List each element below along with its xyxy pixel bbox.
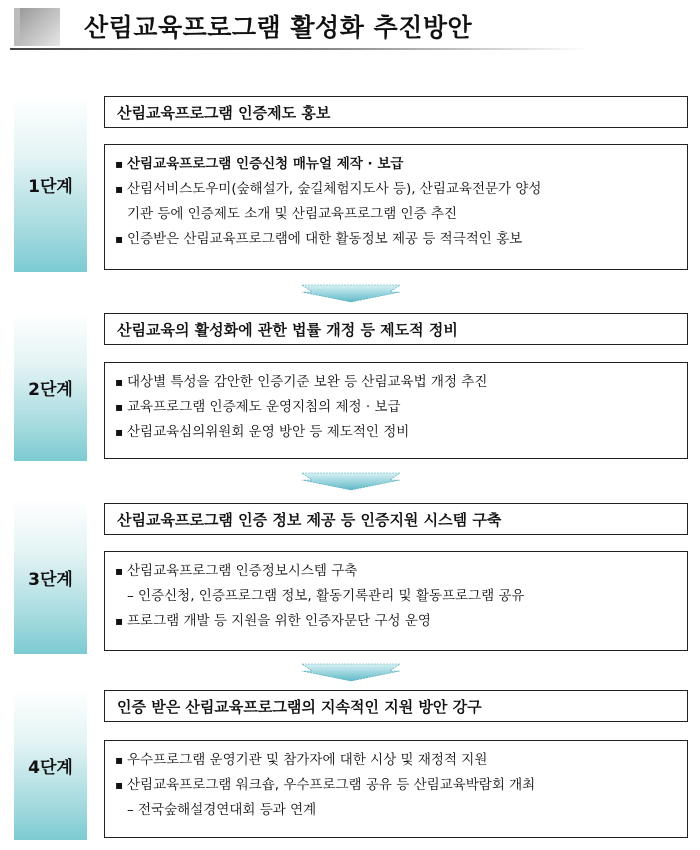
detail-text: 프로그램 개발 등 지원을 위한 인증자문단 구성 운영 (127, 613, 431, 629)
detail-line (115, 177, 677, 202)
square-bullet-icon: ▪ (115, 425, 124, 439)
detail-text: 기관 등에 인증제도 소개 및 산림교육프로그램 인증 추진 (127, 206, 457, 222)
square-bullet-icon: ▪ (115, 753, 124, 767)
stage-heading-3: 산림교육프로그램 인증 정보 제공 등 인증지원 시스템 구축 (104, 503, 688, 535)
square-bullet-icon: ▪ (115, 614, 124, 628)
detail-text: 대상별 특성을 감안한 인증기준 보완 등 산림교육법 개정 추진 (127, 374, 488, 390)
square-bullet-icon: ▪ (115, 375, 124, 389)
stage-detail-box-4 (104, 740, 688, 838)
down-arrow-icon (298, 283, 404, 303)
title-underline (10, 48, 590, 50)
detail-text: 인증받은 산림교육프로그램에 대한 활동정보 제공 등 적극적인 홍보 (127, 231, 523, 247)
detail-line (115, 202, 677, 227)
detail-line (115, 559, 677, 584)
detail-line (115, 798, 677, 823)
detail-text: 산림교육프로그램 인증정보시스템 구축 (127, 563, 358, 579)
down-arrow-icon (298, 471, 404, 491)
detail-text: 교육프로그램 인증제도 운영지침의 제정 · 보급 (127, 399, 401, 415)
detail-text: 산림교육프로그램 워크숍, 우수프로그램 공유 등 산림교육박람회 개최 (127, 777, 536, 793)
stage-heading-1: 산림교육프로그램 인증제도 홍보 (104, 96, 688, 128)
page-title: 산림교육프로그램 활성화 추진방안 (84, 13, 473, 42)
detail-line (115, 609, 677, 634)
detail-line (115, 227, 677, 252)
title-square-icon (20, 8, 60, 46)
detail-text: 산림서비스도우미(숲해설가, 숲길체험지도사 등), 산림교육전문가 양성 (127, 181, 542, 197)
stage-detail-box-3 (104, 551, 688, 651)
detail-text: 산림교육프로그램 인증신청 매뉴얼 제작 · 보급 (127, 156, 404, 172)
detail-line (115, 370, 677, 395)
page-header (10, 6, 570, 48)
detail-line (115, 773, 677, 798)
detail-text: 우수프로그램 운영기관 및 참가자에 대한 시상 및 재정적 지원 (127, 752, 488, 768)
detail-line (115, 420, 677, 445)
detail-line (115, 152, 677, 177)
stage-label-3: 3단계 (14, 500, 87, 654)
stage-detail-box-2 (104, 362, 688, 459)
detail-line (115, 395, 677, 420)
stage-label-1: 1단계 (14, 96, 87, 272)
square-bullet-icon: ▪ (115, 400, 124, 414)
detail-line (115, 748, 677, 773)
square-bullet-icon: ▪ (115, 778, 124, 792)
detail-line (115, 584, 677, 609)
detail-text: – 전국숲해설경연대회 등과 연계 (127, 802, 317, 818)
stage-heading-2: 산림교육의 활성화에 관한 법률 개정 등 제도적 정비 (104, 313, 688, 345)
detail-text: – 인증신청, 인증프로그램 정보, 활동기록관리 및 활동프로그램 공유 (127, 588, 525, 604)
down-arrow-icon (298, 662, 404, 682)
stage-heading-4: 인증 받은 산림교육프로그램의 지속적인 지원 방안 강구 (104, 690, 688, 722)
stage-label-2: 2단계 (14, 313, 87, 461)
stage-detail-box-1 (104, 144, 688, 270)
detail-text: 산림교육심의위원회 운영 방안 등 제도적인 정비 (127, 424, 410, 440)
stage-label-4: 4단계 (14, 690, 87, 840)
square-bullet-icon: ▪ (115, 232, 124, 246)
square-bullet-icon: ▪ (115, 157, 124, 171)
square-bullet-icon: ▪ (115, 182, 124, 196)
square-bullet-icon: ▪ (115, 564, 124, 578)
